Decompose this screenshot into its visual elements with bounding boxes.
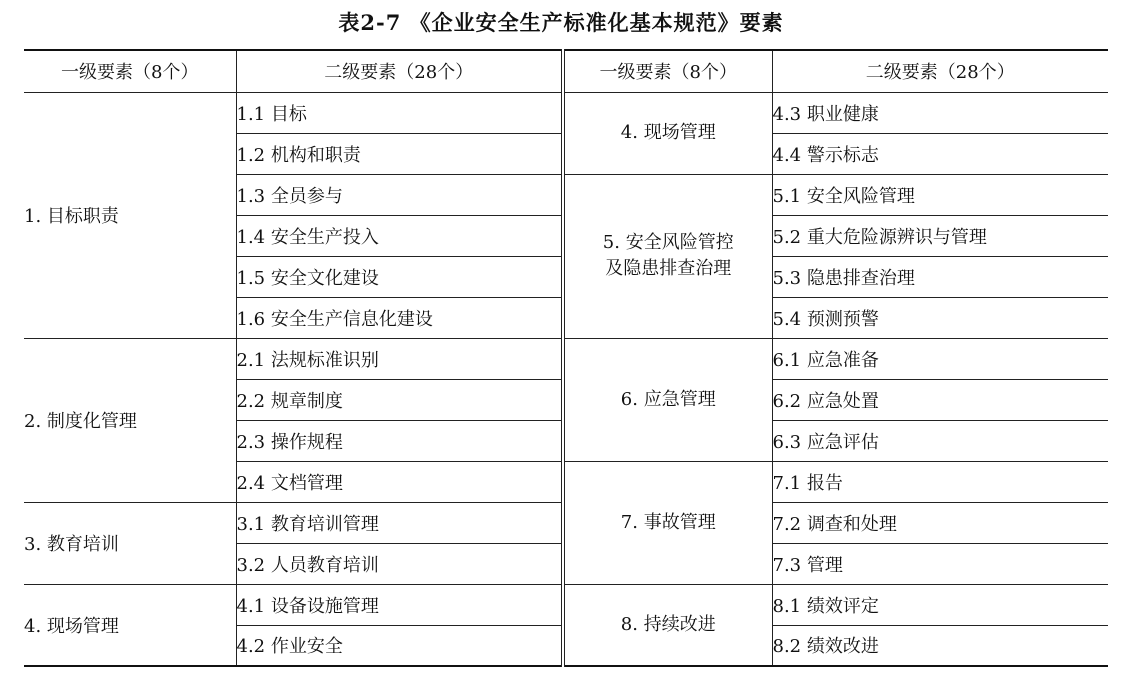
level2-cell: 5.4 预测预警: [772, 297, 1108, 338]
level2-cell: 3.1 教育培训管理: [236, 502, 563, 543]
level1-label-line1: 5. 安全风险管控: [602, 232, 734, 253]
level2-cell: 5.2 重大危险源辨识与管理: [772, 215, 1108, 256]
level2-cell: 4.1 设备设施管理: [236, 584, 563, 625]
level2-cell: 2.3 操作规程: [236, 420, 563, 461]
level1-cell: [563, 174, 772, 338]
level2-cell: 2.2 规章制度: [236, 379, 563, 420]
level2-cell: 1.6 安全生产信息化建设: [236, 297, 563, 338]
level2-cell: 1.1 目标: [236, 92, 563, 133]
level2-cell: 1.5 安全文化建设: [236, 256, 563, 297]
level2-cell: 7.1 报告: [772, 461, 1108, 502]
level2-cell: 2.1 法规标准识别: [236, 338, 563, 379]
level2-cell: 6.1 应急准备: [772, 338, 1108, 379]
level2-cell: 7.3 管理: [772, 543, 1108, 584]
level2-cell: 8.1 绩效评定: [772, 584, 1108, 625]
level2-cell: 8.2 绩效改进: [772, 625, 1108, 666]
level2-cell: 4.4 警示标志: [772, 133, 1108, 174]
header-level1-left: 一级要素（8个）: [24, 50, 236, 92]
header-level2-right: 二级要素（28个）: [772, 50, 1108, 92]
level1-cell: 4. 现场管理: [24, 584, 236, 666]
level2-cell: 1.4 安全生产投入: [236, 215, 563, 256]
table-row: [24, 92, 1108, 133]
header-row: [24, 50, 1108, 92]
level1-cell: 1. 目标职责: [24, 92, 236, 338]
level1-label-line2: 及隐患排查治理: [605, 258, 732, 279]
level1-cell: 8. 持续改进: [563, 584, 772, 666]
level2-cell: 7.2 调查和处理: [772, 502, 1108, 543]
level1-cell: 6. 应急管理: [563, 338, 772, 461]
level1-cell: 3. 教育培训: [24, 502, 236, 584]
level1-cell: 7. 事故管理: [563, 461, 772, 584]
table-caption: 表2-7 《企业安全生产标准化基本规范》要素: [338, 10, 784, 35]
level2-cell: 6.3 应急评估: [772, 420, 1108, 461]
level2-cell: 5.3 隐患排查治理: [772, 256, 1108, 297]
level2-cell: 1.2 机构和职责: [236, 133, 563, 174]
level2-cell: 4.3 职业健康: [772, 92, 1108, 133]
level2-cell: 1.3 全员参与: [236, 174, 563, 215]
table-row: [24, 338, 1108, 379]
level2-cell: 5.1 安全风险管理: [772, 174, 1108, 215]
table-row: [24, 584, 1108, 625]
level2-cell: 2.4 文档管理: [236, 461, 563, 502]
header-level1-right: 一级要素（8个）: [563, 50, 772, 92]
header-level2-left: 二级要素（28个）: [236, 50, 563, 92]
level2-cell: 3.2 人员教育培训: [236, 543, 563, 584]
level2-cell: 6.2 应急处置: [772, 379, 1108, 420]
elements-table: [24, 49, 1108, 667]
level1-cell: 2. 制度化管理: [24, 338, 236, 502]
level2-cell: 4.2 作业安全: [236, 625, 563, 666]
level1-cell: 4. 现场管理: [563, 92, 772, 174]
